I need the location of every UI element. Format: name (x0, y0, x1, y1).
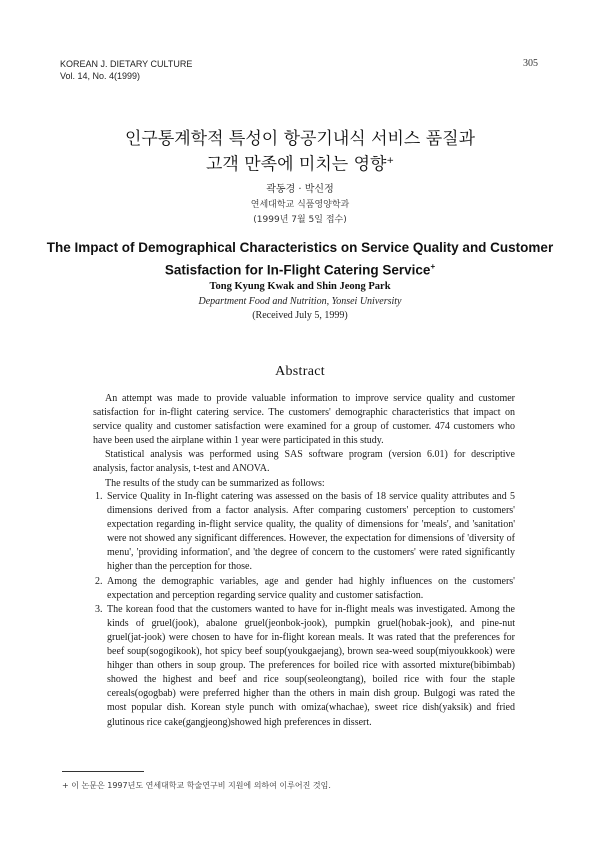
result-text: Service Quality in In-flight catering was assessed on the basis of 18 service quality attributes and 5 dimensions derived from a factor analysis. After comparing customers' perception to customers' expectation regarding in-flight service quality, the quality of dimensions for 'meals', and 'sanitation' were not showed any significant differences. However, the expectation for dimensions of 'diversity of menu', 'providing information', and 'the degree of concern to the customers' were rated significantly higher than the perception for those. (107, 491, 515, 573)
korean-title-line2-text: 고객 만족에 미치는 영향 (206, 154, 387, 175)
result-number: 2. (95, 575, 103, 587)
result-number: 1. (95, 491, 103, 502)
abstract-intro (93, 392, 515, 491)
english-title-line1: The Impact of Demographical Characteristics on Service Quality and Customer (46, 240, 554, 255)
result-item (93, 490, 515, 575)
korean-received: (1999년 7월 5일 접수) (253, 215, 347, 225)
result-item (93, 603, 515, 730)
korean-authors: 곽동경 · 박신정 (266, 184, 334, 195)
results-list (93, 490, 515, 730)
english-title-line2-text: Satisfaction for In-Flight Catering Service (164, 262, 431, 278)
footnote-divider (62, 771, 144, 772)
abstract-heading: Abstract (275, 364, 325, 379)
journal-header (60, 58, 192, 82)
english-authors: Tong Kyung Kwak and Shin Jeong Park (209, 281, 391, 292)
english-received: (Received July 5, 1999) (252, 310, 348, 321)
abstract-paragraph: Statistical analysis was performed using SAS software program (version 6.01) for descriptive analysis, factor analysis, t-test and ANOVA. (93, 449, 515, 475)
abstract-paragraph: An attempt was made to provide valuable information to improve service quality and customer satisfaction for in-flight catering service. The customers' demographic characteristics that impact on service quality and customer satisfaction were examined for a group of customer. 474 customers who have been used the airplane within 1 year were participated in this study. (93, 393, 515, 447)
korean-title-mark: + (386, 156, 394, 166)
korean-title-line2 (0, 150, 600, 176)
result-text: Among the demographic variables, age and gender had highly influences on the customers' expectation and perception regarding service quality and customer satisfaction. (107, 575, 515, 601)
result-text: The korean food that the customers wanted to have for in-flight meals was investigated. Among the kinds of gruel(jook), abalone gruel(jeonbok-jook), pumpkin gruel(hobak-jook), and pine-nut gruel(jat-jook) were chosen to have for in-flight korean meals. It was rated that the preferences for beef soup(sogogikook), hot spicy beef soup(youkgaejang), brown sea-weed soup(miyoukkook) were hihger than others in soup group. The preferences for boiled rice with assorted mixture(bibimbab) showed the highest and beef and rice soup(seoleongtang), boiled rice with four the staple cereals(ogogbab) were preferred higher than the others in main dish group. Bulgogi was rated the most popular dish. Korean style punch with omiza(whachae), sweet rice dish(yaksik) and fried glutinous rice cake(gangjeong)showed high preferences in dissert. (107, 603, 515, 728)
journal-name: KOREAN J. DIETARY CULTURE (60, 59, 193, 69)
result-number: 3. (95, 603, 103, 615)
korean-title-line1: 인구통계학적 특성이 항공기내식 서비스 품질과 (124, 129, 476, 149)
english-department: Department Food and Nutrition, Yonsei University (198, 296, 402, 307)
journal-volume: Vol. 14, No. 4(1999) (60, 71, 141, 81)
english-title (40, 238, 560, 280)
page-number: 305 (523, 58, 538, 69)
english-title-line2 (40, 257, 560, 280)
result-item (93, 575, 515, 603)
korean-department: 연세대학교 식품영양학과 (250, 200, 350, 210)
english-title-mark: + (430, 262, 436, 271)
abstract-paragraph: The results of the study can be summarized as follows: (105, 477, 325, 489)
footnote: + 이 논문은 1997년도 연세대학교 학술연구비 지원에 의하여 이루어진 것임. (62, 781, 331, 790)
korean-title (0, 128, 600, 176)
